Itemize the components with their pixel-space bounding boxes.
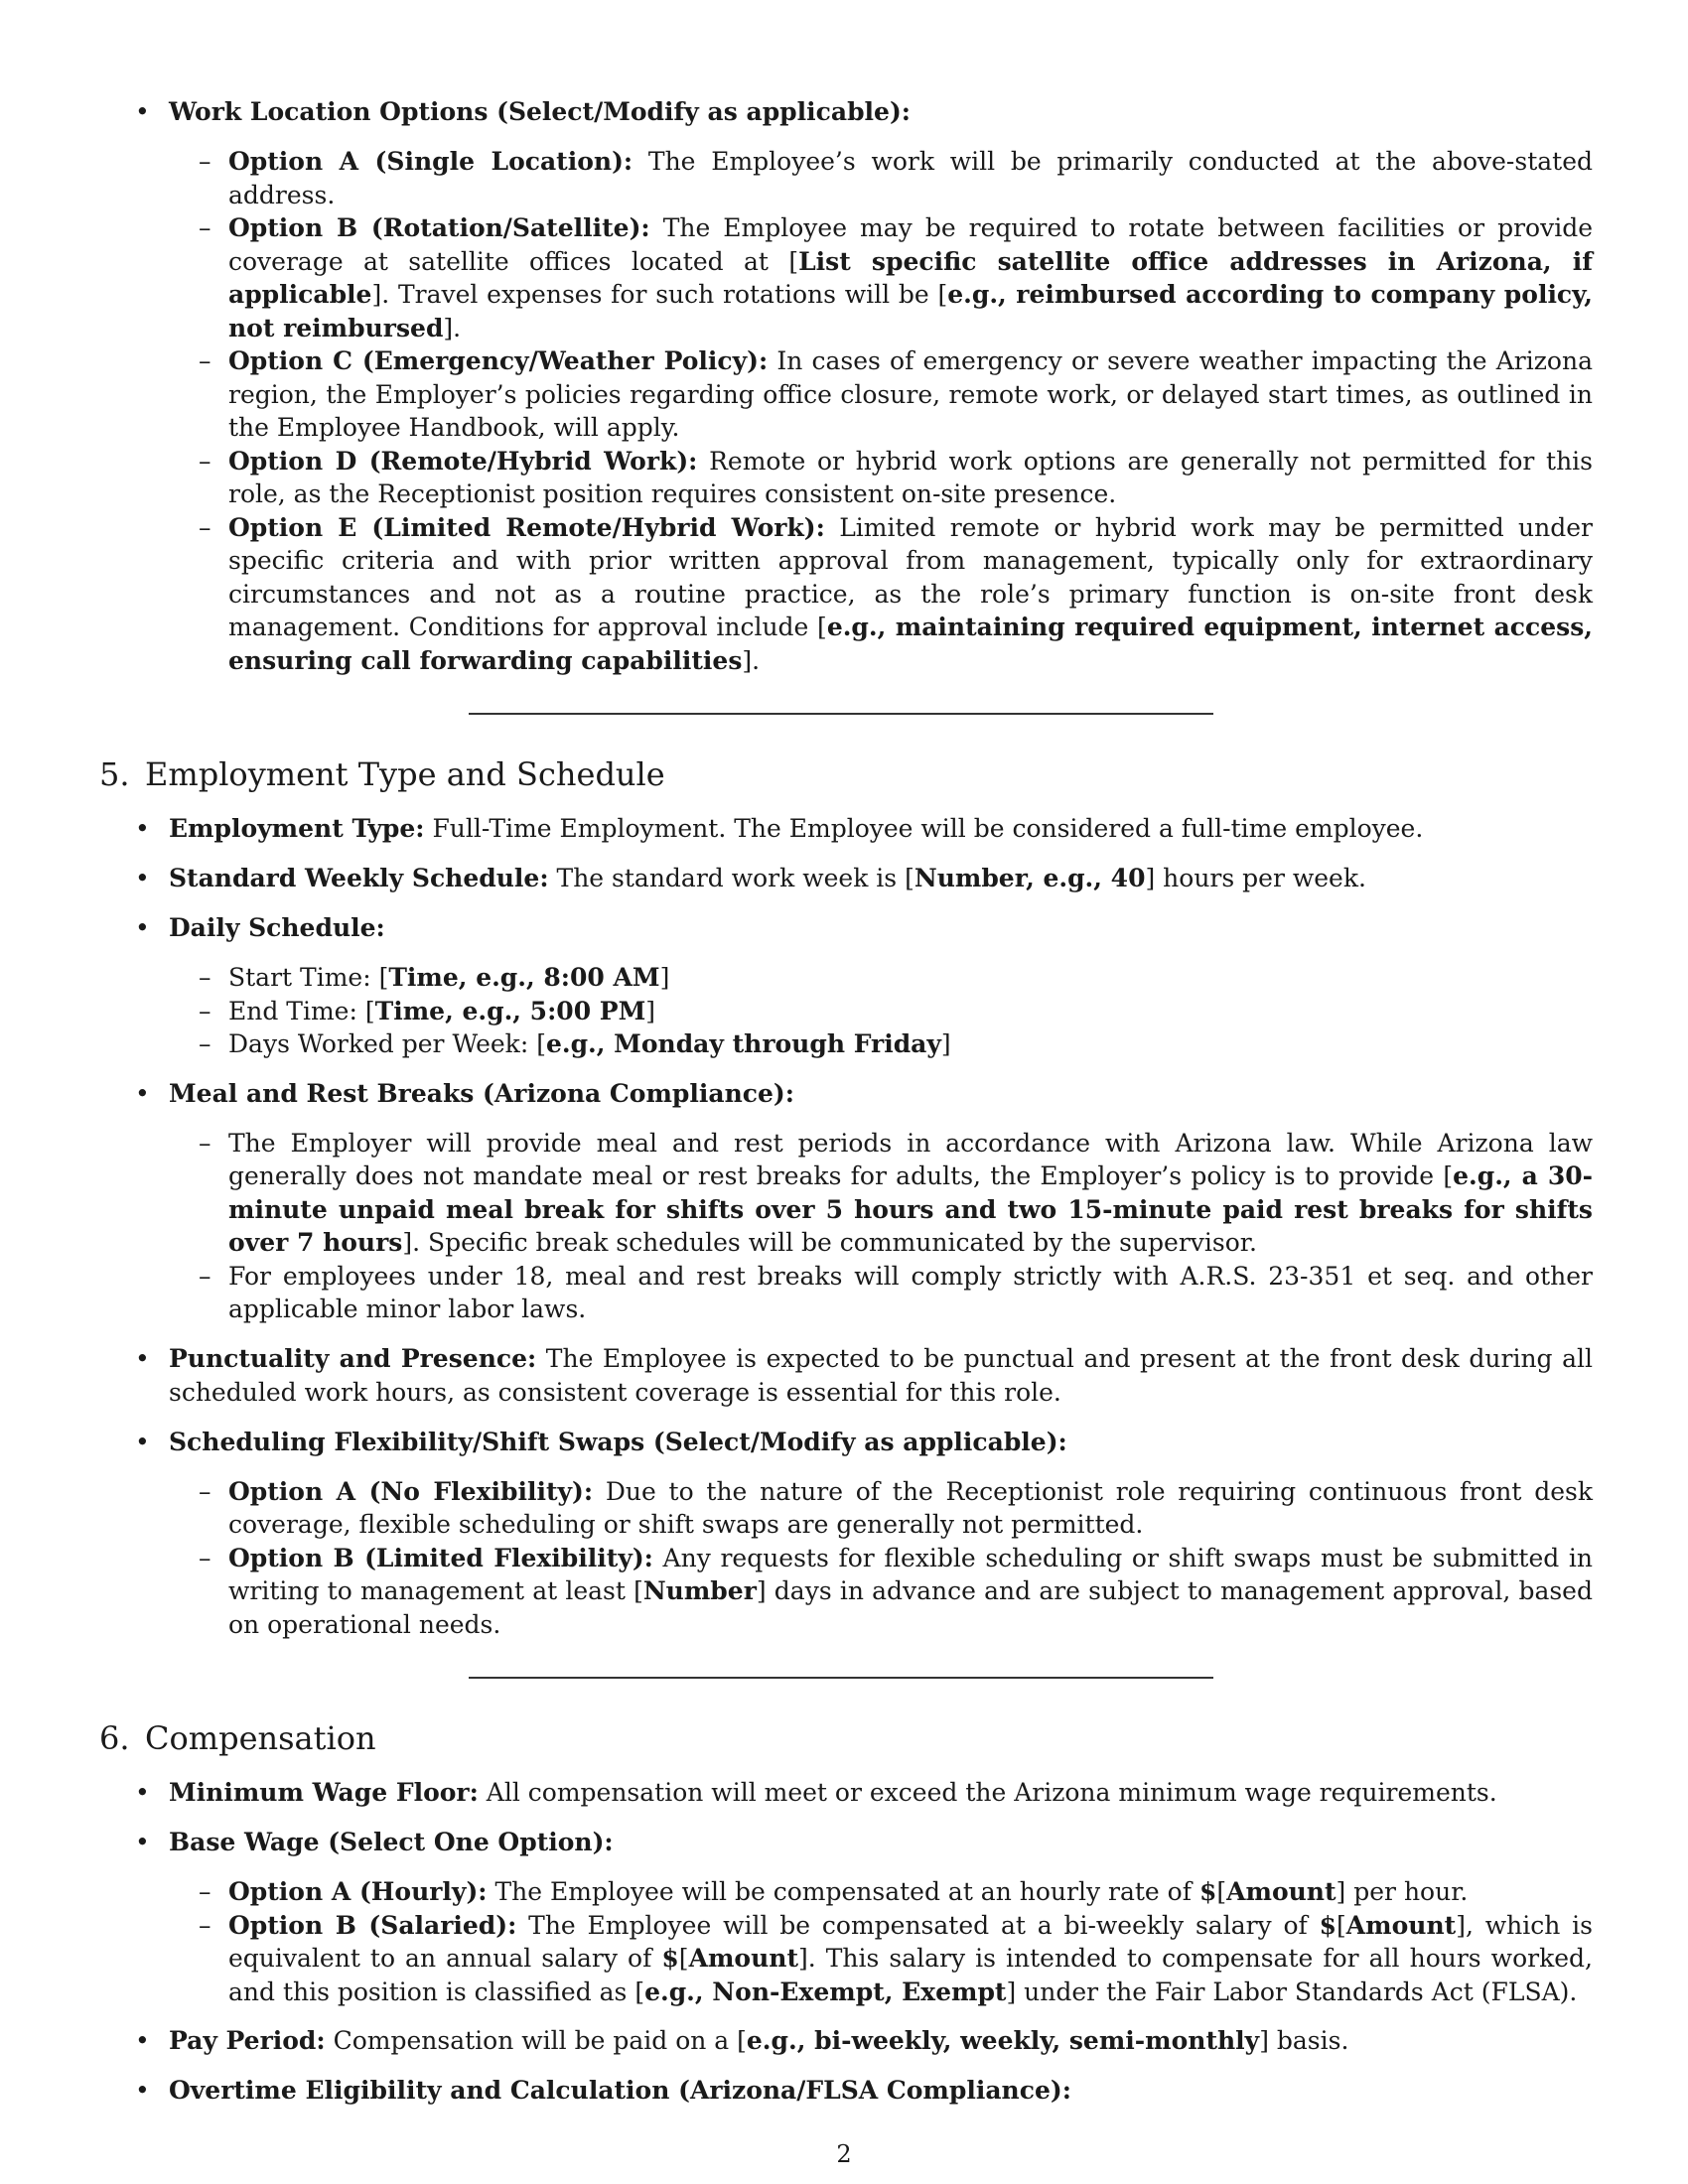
flexibility-option-b: – Option B (Limited Flexibility): Any requests for flexible scheduling or shift swaps must be submitted in writing to management at least [Number] days in advance and are subject to management approval, based on operational needs. xyxy=(169,1542,1593,1642)
base-wage-item: • Base Wage (Select One Option): – Option A (Hourly): The Employee will be compensated at an hourly rate of $[Amount] per hour. – Option B (Salaried): The Employee will be compensated at a bi-weekly salary of $[Amount], which is equivalent to an annual salary of $[Amount]. This salary is intended to compensate for all hours worked, and this position is classified as [e.g., Non-Exempt, Exempt] under the Fair Labor Standards Act (FLSA). xyxy=(99,1826,1593,2008)
employment-type-item: • Employment Type: Full-Time Employment. The Employee will be considered a full-time employee. xyxy=(99,812,1593,846)
section-5-list xyxy=(99,812,1593,1641)
work-location-list xyxy=(99,95,1593,677)
punctuality-item: • Punctuality and Presence: The Employee is expected to be punctual and present at the front desk during all scheduled work hours, as consistent coverage is essential for this role. xyxy=(99,1342,1593,1410)
document-content xyxy=(99,95,1593,2123)
section-divider xyxy=(469,1677,1213,1679)
breaks-item: • Meal and Rest Breaks (Arizona Compliance): – The Employer will provide meal and rest periods in accordance with Arizona law. While Arizona law generally does not mandate meal or rest breaks for adults, the Employer’s policy is to provide [e.g., a 30-minute unpaid meal break for shifts over 5 hours and two 15-minute paid rest breaks for shifts over 7 hours]. Specific break schedules will be communicated by the supervisor. – For employees under 18, meal and rest breaks will comply strictly with A.R.S. 23-351 et seq. and other applicable minor labor laws. xyxy=(99,1077,1593,1326)
flexibility-item: • Scheduling Flexibility/Shift Swaps (Select/Modify as applicable): – Option A (No Flexibility): Due to the nature of the Receptionist role requiring continuous front desk coverage, flexible scheduling or shift swaps are generally not permitted. – Option B (Limited Flexibility): Any requests for flexible scheduling or shift swaps must be submitted in writing to management at least [Number] days in advance and are subject to management approval, based on operational needs. xyxy=(99,1426,1593,1642)
flexibility-option-a: – Option A (No Flexibility): Due to the nature of the Receptionist role requiring continuous front desk coverage, flexible scheduling or shift swaps are generally not permitted. xyxy=(169,1475,1593,1542)
daily-schedule-item: • Daily Schedule: – Start Time: [Time, e.g., 8:00 AM] – End Time: [Time, e.g., 5:00 PM] – Days Worked per Week: [e.g., Monday through Friday] xyxy=(99,911,1593,1061)
section-6-heading: 6. Compensation xyxy=(99,1719,376,1757)
flexibility-list xyxy=(169,1475,1593,1642)
page-number: 2 xyxy=(836,2140,852,2168)
breaks-minors: – For employees under 18, meal and rest breaks will comply strictly with A.R.S. 23-351 et seq. and other applicable minor labor laws. xyxy=(169,1260,1593,1326)
overtime-item: • Overtime Eligibility and Calculation (Arizona/FLSA Compliance): xyxy=(99,2074,1593,2108)
section-divider xyxy=(469,713,1213,715)
daily-schedule-list xyxy=(169,961,1593,1061)
section-6-list xyxy=(99,1776,1593,2108)
work-location-option-b: – Option B (Rotation/Satellite): The Employee may be required to rotate between facilities or provide coverage at satellite offices located at [List specific satellite office addresses in Arizona, if applicable]. Travel expenses for such rotations will be [e.g., reimbursed according to company policy, not reimbursed]. xyxy=(169,211,1593,344)
base-wage-list xyxy=(169,1875,1593,2008)
weekly-schedule-item: • Standard Weekly Schedule: The standard work week is [Number, e.g., 40] hours per week. xyxy=(99,862,1593,895)
days-worked: – Days Worked per Week: [e.g., Monday through Friday] xyxy=(169,1027,1593,1061)
work-location-option-d: – Option D (Remote/Hybrid Work): Remote or hybrid work options are generally not permitted for this role, as the Receptionist position requires consistent on-site presence. xyxy=(169,445,1593,511)
pay-period-item: • Pay Period: Compensation will be paid on a [e.g., bi-weekly, weekly, semi-monthly] basis. xyxy=(99,2024,1593,2058)
base-wage-option-b: – Option B (Salaried): The Employee will be compensated at a bi-weekly salary of $[Amount], which is equivalent to an annual salary of $[Amount]. This salary is intended to compensate for all hours worked, and this position is classified as [e.g., Non-Exempt, Exempt] under the Fair Labor Standards Act (FLSA). xyxy=(169,1909,1593,2009)
section-5-heading: 5. Employment Type and Schedule xyxy=(99,755,665,793)
breaks-policy: – The Employer will provide meal and rest periods in accordance with Arizona law. While Arizona law generally does not mandate meal or rest breaks for adults, the Employer’s policy is to provide [e.g., a 30-minute unpaid meal break for shifts over 5 hours and two 15-minute paid rest breaks for shifts over 7 hours]. Specific break schedules will be communicated by the supervisor. xyxy=(169,1127,1593,1260)
end-time: – End Time: [Time, e.g., 5:00 PM] xyxy=(169,995,1593,1028)
work-location-title: Work Location Options (Select/Modify as applicable): xyxy=(169,97,912,126)
work-location-option-a: – Option A (Single Location): The Employee’s work will be primarily conducted at the above-stated address. xyxy=(169,145,1593,211)
work-location-options xyxy=(169,145,1593,677)
base-wage-option-a: – Option A (Hourly): The Employee will be compensated at an hourly rate of $[Amount] per hour. xyxy=(169,1875,1593,1909)
min-wage-item: • Minimum Wage Floor: All compensation will meet or exceed the Arizona minimum wage requirements. xyxy=(99,1776,1593,1810)
breaks-list xyxy=(169,1127,1593,1326)
start-time: – Start Time: [Time, e.g., 8:00 AM] xyxy=(169,961,1593,995)
work-location-item xyxy=(99,95,1593,677)
work-location-option-e: – Option E (Limited Remote/Hybrid Work): Limited remote or hybrid work may be permitted under specific criteria and with prior written approval from management, typically only for extraordinary circumstances and not as a routine practice, as the role’s primary function is on-site front desk management. Conditions for approval include [e.g., maintaining required equipment, internet access, ensuring call forwarding capabilities]. xyxy=(169,511,1593,678)
work-location-option-c: – Option C (Emergency/Weather Policy): In cases of emergency or severe weather impacting the Arizona region, the Employer’s policies regarding office closure, remote work, or delayed start times, as outlined in the Employee Handbook, will apply. xyxy=(169,344,1593,445)
